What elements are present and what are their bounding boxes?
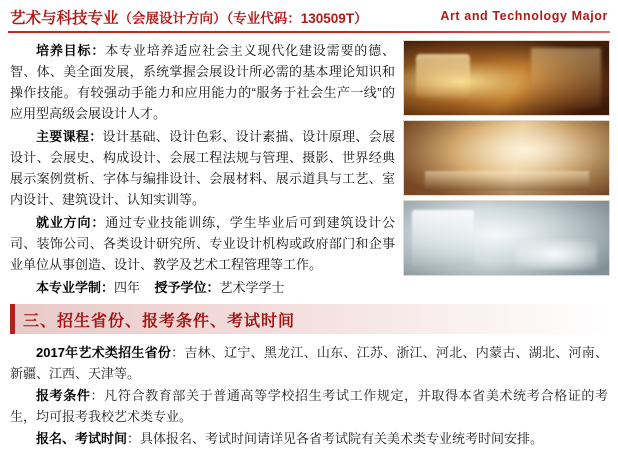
courses-label: 主要课程： [36,129,103,144]
page-title-english: Art and Technology Major [440,9,608,23]
condition-text: ：凡符合教育部关于普通高等学校招生考试工作规定，并取得本省美术统考合格证的考生，均可报考我校艺术类专业。 [10,388,608,424]
exam-label: 报名、考试时间 [36,431,128,446]
goal-text: 本专业培养适应社会主义现代化建设需要的德、智、体、美全面发展，系统掌握会展设计所必需的基本理论知识和操作技能。有较强动手能力和应用能力的“服务于社会生产一线”的应用型高级会展设计人才。 [10,43,395,121]
employment-label: 就业方向： [36,215,106,230]
header-divider [8,31,610,33]
exam-time-paragraph [10,428,608,449]
section-title-text: 招生省份、报考条件、考试时间 [57,312,296,330]
duration-degree-paragraph [10,277,395,298]
provinces-text: ：吉林、辽宁、黑龙江、山东、江苏、浙江、河北、内蒙古、湖北、河南、新疆、江西、天津等。 [10,345,608,381]
admission-info [0,334,618,449]
page-header [0,0,618,34]
condition-label: 报考条件 [36,388,91,403]
page-title-direction: （会展设计方向） [118,11,227,26]
degree-label: 授予学位： [154,280,220,295]
page-title-main: 艺术与科技专业 [10,10,119,27]
courses-text: 设计基础、设计色彩、设计素描、设计原理、会展设计、会展史、构成设计、会展工程法规与管理、摄影、世界经典展示案例赏析、字体与编排设计、会展材料、展示道具与工艺、室内设计、建筑设计、认知实训等。 [10,129,395,207]
major-text-column [10,40,395,298]
photo-interior-warm-lobby [403,40,610,116]
goal-paragraph [10,40,395,124]
duration-value: 四年 [114,280,141,295]
goal-label: 培养目标： [36,43,106,58]
photo-gallery [403,40,610,280]
employment-paragraph [10,212,395,275]
section-number: 三、 [23,312,58,330]
condition-paragraph [10,385,608,427]
section-accent-bar [10,304,15,334]
major-body [0,34,618,298]
duration-label: 本专业学制： [36,280,115,295]
degree-value: 艺术学学士 [219,280,285,295]
employment-text: 通过专业技能训练，学生毕业后可到建筑设计公司、装饰公司、各类设计研究所、专业设计机构或政府部门和企事业单位从事创造、设计、教学及艺术工程管理等工作。 [10,215,395,272]
page-title-code: （专业代码：130509T） [226,11,368,26]
section-banner [10,304,610,334]
section-title [23,308,295,331]
photo-interior-beige-room [403,120,610,196]
courses-paragraph [10,126,395,210]
provinces-paragraph [10,342,608,384]
photo-interior-white-modern [403,200,610,276]
exam-text: ：具体报名、考试时间请详见各省考试院有关美术类专业统考时间安排。 [127,431,544,446]
provinces-label: 2017年艺术类招生省份 [36,345,172,360]
